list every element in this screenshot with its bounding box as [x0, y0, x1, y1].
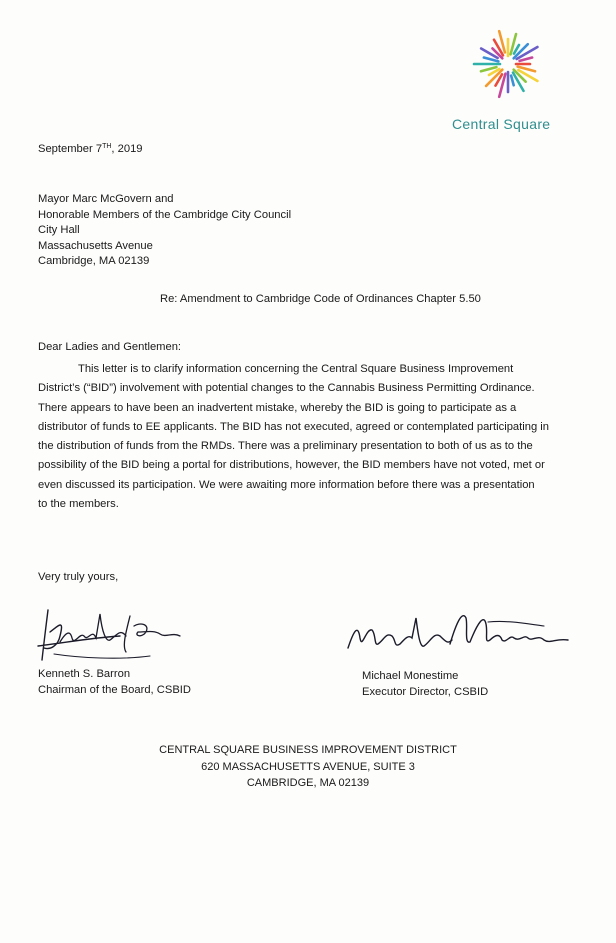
sunburst-logo-icon [470, 26, 546, 102]
logo-text: Central Square [452, 116, 551, 132]
recipient-address [38, 192, 291, 270]
signer-name: Michael Monestime [362, 670, 459, 682]
letterhead-footer [0, 742, 616, 792]
signer-title: Executor Director, CSBID [362, 686, 489, 698]
signer-kenneth-barron [38, 666, 191, 698]
salutation: Dear Ladies and Gentlemen: [38, 341, 182, 353]
central-square-logo [440, 26, 575, 136]
logo-ray [520, 58, 533, 61]
closing: Very truly yours, [38, 571, 119, 583]
signer-title: Chairman of the Board, CSBID [38, 684, 191, 696]
logo-ray [511, 76, 514, 86]
body-line: to the members. [38, 498, 119, 511]
address-line: Mayor Marc McGovern and [38, 193, 174, 205]
address-line: City Hall [38, 224, 80, 237]
body-line: possibility of the BID being a portal for distributions, however, the BID members have not voted, met or [38, 459, 545, 472]
footer-line: CENTRAL SQUARE BUSINESS IMPROVEMENT DISTRICT [159, 744, 457, 756]
body-line: even discussed its participation. We were awaiting more information before there was a presentation [38, 478, 535, 491]
footer-line: 620 MASSACHUSETTS AVENUE, SUITE 3 [201, 760, 415, 773]
signature-kenneth-barron [30, 602, 190, 670]
address-line: Cambridge, MA 02139 [38, 255, 150, 268]
body-line: This letter is to clarify information concerning the Central Square Business Improvement [78, 363, 514, 375]
body-line: the distribution of funds from the RMDs. There was a preliminary presentation to both of us as to the [38, 440, 533, 453]
letter-body [38, 360, 578, 514]
address-line: Honorable Members of the Cambridge City Council [38, 208, 292, 221]
subject-line: Re: Amendment to Cambridge Code of Ordinances Chapter 5.50 [160, 293, 481, 305]
body-line: District’s (“BID”) involvement with potential changes to the Cannabis Business Permitting Ordinance. [38, 382, 535, 395]
address-line: Massachusetts Avenue [38, 239, 153, 252]
footer-line: CAMBRIDGE, MA 02139 [246, 777, 370, 789]
signer-name: Kenneth S. Barron [38, 668, 131, 680]
signer-michael-monestime [362, 668, 488, 700]
body-line: distributor of funds to EE applicants. The BID has not executed, agreed or contemplated participating in [38, 420, 549, 433]
body-line: There appears to have been an inadvertent mistake, whereby the BID is going to participate as a [38, 401, 517, 414]
signature-michael-monestime [338, 604, 578, 674]
letter-date: September 7TH, 2019 [38, 143, 143, 155]
